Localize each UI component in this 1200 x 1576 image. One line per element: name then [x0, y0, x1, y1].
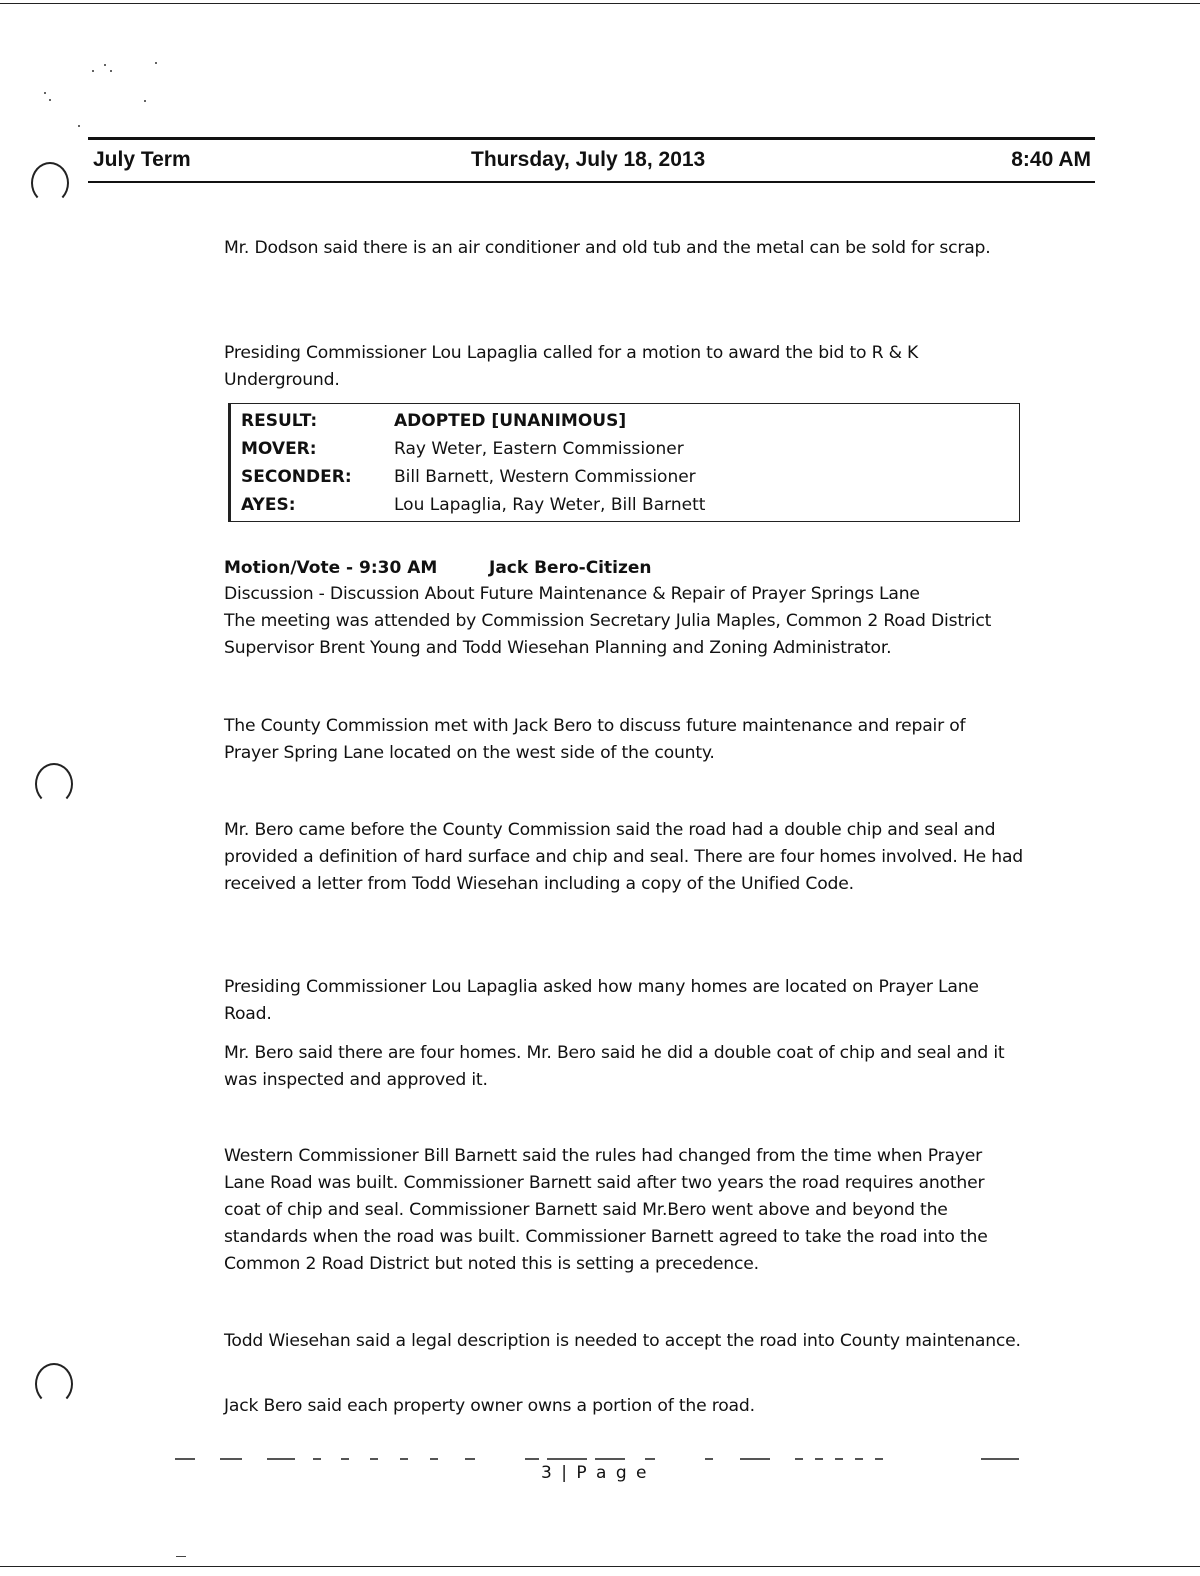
motion-vote-label: Motion/Vote - 9:30 AM: [224, 558, 438, 578]
paragraph-wiesehan-legal: Todd Wiesehan said a legal description is needed to accept the road into County maintenance.: [224, 1331, 1021, 1351]
paragraph-lapaglia-asked: Presiding Commissioner Lou Lapaglia asked how many homes are located on Prayer Lane Road.: [224, 977, 979, 1024]
header-date: Thursday, July 18, 2013: [471, 148, 706, 171]
scan-mark: [176, 1556, 186, 1557]
vote-seconder-value: Bill Barnett, Western Commissioner: [394, 467, 696, 487]
page-edge-top: [0, 3, 1200, 4]
footer-rule: [175, 1458, 1020, 1462]
scan-speck: [144, 100, 146, 102]
paragraph-bero-before: Mr. Bero came before the County Commission said the road had a double chip and seal and provided a definition of hard surface and chip and seal. There are four homes involved. He had received a letter from Todd Wiesehan including a copy of the Unified Code.: [224, 820, 1024, 894]
vote-row-result: [241, 407, 1011, 435]
vote-result-box: [228, 403, 1020, 522]
header-rule-top: [88, 137, 1095, 140]
paragraph-dodson: Mr. Dodson said there is an air conditioner and old tub and the metal can be sold for scrap.: [224, 238, 991, 258]
vote-row-seconder: [241, 463, 1011, 491]
discussion-attendees: The meeting was attended by Commission Secretary Julia Maples, Common 2 Road District Supervisor Brent Young and Todd Wiesehan Planning and Zoning Administrator.: [224, 611, 992, 658]
scan-speck: [49, 99, 51, 101]
punch-hole-icon: [31, 162, 69, 204]
punch-hole-icon: [35, 763, 73, 805]
scan-speck: [110, 70, 112, 72]
scan-speck: [92, 70, 94, 72]
vote-ayes-value: Lou Lapaglia, Ray Weter, Bill Barnett: [394, 495, 706, 515]
vote-row-mover: [241, 435, 1011, 463]
paragraph-barnett-rules: Western Commissioner Bill Barnett said the rules had changed from the time when Prayer Lane Road was built. Commissioner Barnett said after two years the road requires another coat of chip and seal. Commissioner Barnett said Mr.Bero went above and beyond the standards when the road was built. Commissioner Barnett agreed to take the road into the Common 2 Road District but noted this is setting a precedence.: [224, 1146, 988, 1274]
motion-vote-heading: [224, 555, 1024, 581]
page-header: [93, 148, 1091, 178]
motion-vote-who: Jack Bero-Citizen: [489, 558, 652, 578]
header-time: 8:40 AM: [1011, 148, 1091, 171]
paragraph-motion-call: Presiding Commissioner Lou Lapaglia called for a motion to award the bid to R & K Underground.: [224, 343, 919, 390]
discussion-title: Discussion - Discussion About Future Maintenance & Repair of Prayer Springs Lane: [224, 584, 920, 604]
page-number: 3 | P a g e: [541, 1463, 649, 1483]
scan-speck: [78, 125, 80, 127]
vote-ayes-label: AYES:: [241, 495, 296, 515]
vote-result-value: ADOPTED [UNANIMOUS]: [394, 411, 627, 431]
vote-seconder-label: SECONDER:: [241, 467, 352, 487]
vote-mover-value: Ray Weter, Eastern Commissioner: [394, 439, 684, 459]
scan-speck: [44, 92, 46, 94]
paragraph-bero-owners: Jack Bero said each property owner owns a portion of the road.: [224, 1396, 755, 1416]
vote-row-ayes: [241, 491, 1011, 519]
punch-hole-icon: [35, 1363, 73, 1405]
scan-speck: [104, 64, 106, 66]
vote-result-label: RESULT:: [241, 411, 318, 431]
vote-mover-label: MOVER:: [241, 439, 317, 459]
paragraph-commission-met: The County Commission met with Jack Bero to discuss future maintenance and repair of Prayer Spring Lane located on the west side of the county.: [224, 716, 966, 763]
page-edge-bottom: [0, 1566, 1200, 1567]
scan-speck: [155, 62, 157, 64]
header-rule-bottom: [88, 181, 1095, 183]
header-term: July Term: [93, 148, 191, 171]
paragraph-bero-four-homes: Mr. Bero said there are four homes. Mr. Bero said he did a double coat of chip and seal and it was inspected and approved it.: [224, 1043, 1005, 1090]
